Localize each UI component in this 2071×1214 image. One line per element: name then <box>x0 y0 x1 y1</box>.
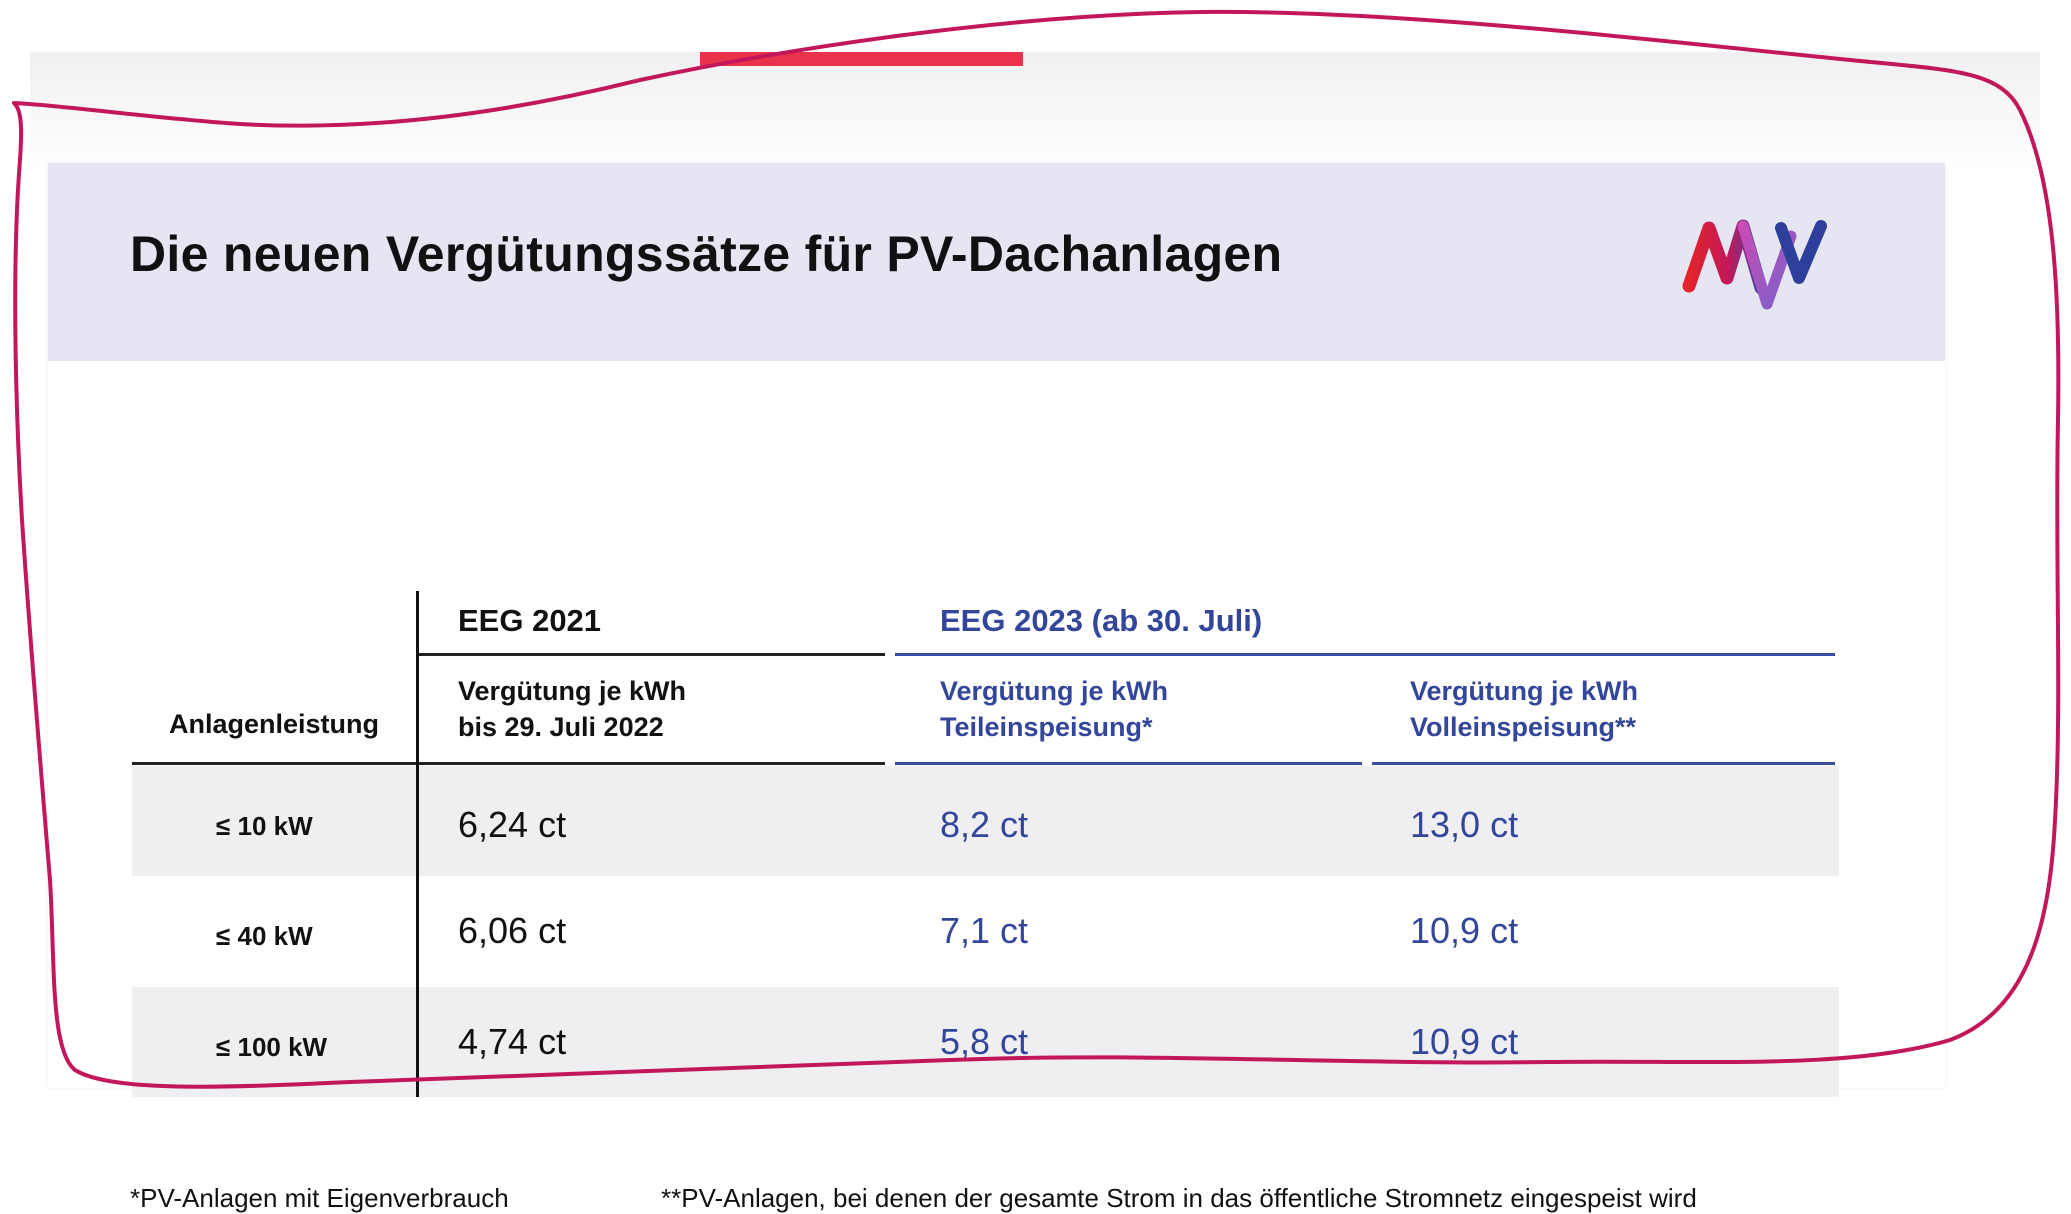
col3-header <box>1410 673 1638 745</box>
teileinspeisung-value: 8,2 ct <box>940 804 1029 845</box>
table-row <box>132 987 1839 1097</box>
subheader-divider-blue-1 <box>895 762 1362 765</box>
header-divider-blue <box>895 653 1835 656</box>
col1-header-line1: Vergütung je kWh <box>458 676 687 706</box>
card-title: Die neuen Vergütungssätze für PV-Dachanlagen <box>130 226 1283 282</box>
eeg2021-header: EEG 2021 <box>458 603 602 638</box>
volleinspeisung-value: 13,0 ct <box>1410 804 1519 845</box>
row-label: ≤ 100 kW <box>216 1032 328 1062</box>
col3-header-line1: Vergütung je kWh <box>1410 676 1639 706</box>
eeg2021-value: 4,74 ct <box>458 1021 567 1062</box>
rates-card <box>48 163 1945 1213</box>
col2-header-line1: Vergütung je kWh <box>940 676 1169 706</box>
row-label: ≤ 10 kW <box>216 811 313 841</box>
accent-bar <box>700 52 1023 66</box>
eeg2021-value: 6,24 ct <box>458 804 567 845</box>
col3-header-line2: Volleinspeisung** <box>1410 712 1637 742</box>
anlagenleistung-header: Anlagenleistung <box>169 709 380 739</box>
volleinspeisung-value: 10,9 ct <box>1410 910 1519 951</box>
column-divider <box>416 591 419 1097</box>
footnote-teileinspeisung: *PV-Anlagen mit Eigenverbrauch <box>130 1183 509 1213</box>
footnote-volleinspeisung: **PV-Anlagen, bei denen der gesamte Strom in das öffentliche Stromnetz eingespeist wird <box>661 1183 1697 1213</box>
header-divider <box>418 653 885 656</box>
row-label: ≤ 40 kW <box>216 921 313 951</box>
eeg2021-value: 6,06 ct <box>458 910 567 951</box>
col2-header-line2: Teileinspeisung* <box>940 712 1153 742</box>
table-row <box>132 766 1839 876</box>
rates-table <box>48 361 1945 1213</box>
teileinspeisung-value: 5,8 ct <box>940 1021 1029 1062</box>
teileinspeisung-value: 7,1 ct <box>940 910 1029 951</box>
eeg2023-header: EEG 2023 (ab 30. Juli) <box>940 603 1263 638</box>
subheader-divider-blue-2 <box>1372 762 1835 765</box>
page-background <box>30 52 2040 172</box>
col1-header-line2: bis 29. Juli 2022 <box>458 712 664 742</box>
subheader-divider <box>132 762 885 765</box>
mvv-logo <box>1681 208 1831 318</box>
table-row <box>132 876 1839 986</box>
col2-header <box>940 673 1168 745</box>
card-header <box>48 163 1945 361</box>
col1-header <box>458 673 686 745</box>
volleinspeisung-value: 10,9 ct <box>1410 1021 1519 1062</box>
